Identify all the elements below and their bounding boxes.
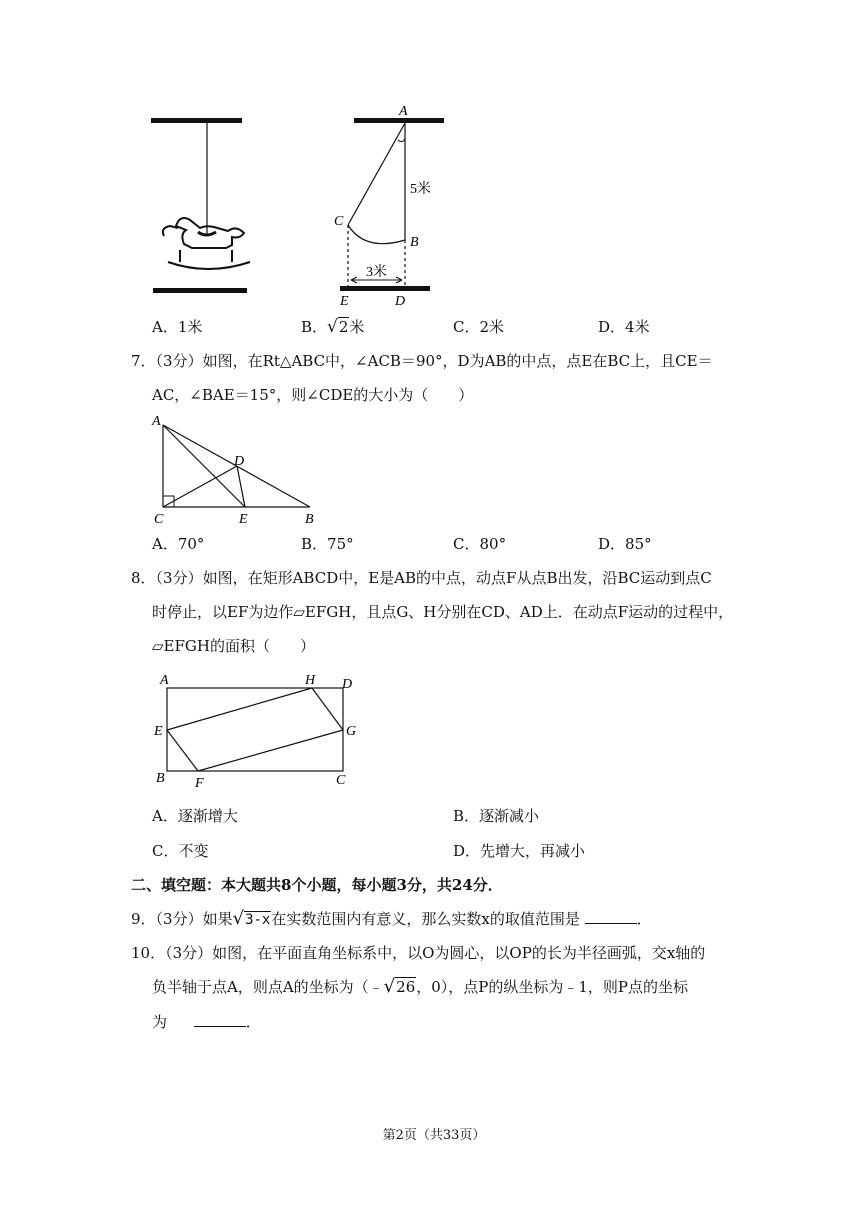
q6-length-5m: 5米 (410, 182, 431, 197)
q8-label-E: E (154, 724, 163, 739)
q6-label-C: C (334, 214, 344, 229)
q6-option-b-prefix: B． (301, 318, 328, 336)
section-2-title: 二、填空题：本大题共8个小题，每小题3分，共24分． (131, 876, 503, 894)
q7-stem-line1: 7．（3分）如图，在Rt△ABC中，∠ACB＝90°，D为AB的中点，点E在BC上，且CE＝ (131, 352, 713, 370)
q8-label-F: F (195, 776, 204, 791)
q10-stem-line1: 10．（3分）如图，在平面直角坐标系中，以O为圆心，以OP的长为半径画弧，交x轴的 (131, 944, 706, 962)
q7-stem-line2: AC，∠BAE＝15°，则∠CDE的大小为（ ） (152, 386, 474, 404)
q10-line2-suffix: ，0），点P的纵坐标为﹣1，则P点的坐标 (416, 978, 689, 996)
q10-line3-end: ． (245, 1013, 261, 1031)
q8-label-G: G (346, 724, 357, 739)
q10-stem-line3 (152, 1012, 261, 1032)
q8-label-D: D (342, 677, 353, 692)
q6-figure (140, 100, 460, 315)
q7-option-d: D．85° (598, 535, 652, 553)
q10-stem-line2 (152, 977, 688, 997)
q8-option-a: A．逐渐增大 (152, 807, 238, 825)
q9-answer-blank[interactable] (585, 909, 637, 924)
q7-label-D: D (234, 454, 245, 469)
q8-option-c: C．不变 (152, 842, 209, 860)
page-footer: 第2页（共33页） (382, 1128, 486, 1143)
q6-label-D: D (395, 294, 406, 309)
q6-label-E: E (340, 294, 349, 309)
q6-option-b (301, 317, 364, 337)
q7-option-c: C．80° (453, 535, 507, 553)
q6-length-3m: 3米 (366, 265, 387, 280)
q6-segment-AC (348, 123, 405, 225)
q9-suffix: 在实数范围内有意义，那么实数x的取值范围是 (271, 910, 580, 928)
q9-end: ． (636, 910, 652, 928)
q8-stem-line2: 时停止，以EF为边作▱EFGH，且点G、H分别在CD、AD上．在动点F运动的过程中， (152, 603, 734, 621)
q8-figure (150, 668, 365, 793)
q9-stem (131, 909, 652, 930)
q7-option-b: B．75° (301, 535, 354, 553)
q6-left-bottom-bar (153, 288, 247, 293)
q8-option-d: D．先增大，再减小 (453, 842, 586, 860)
q6-option-b-unit: 米 (349, 318, 365, 336)
q8-stem-line1: 8．（3分）如图，在矩形ABCD中，E是AB的中点，动点F从点B出发，沿BC运动到点C (131, 569, 712, 587)
q7-option-a: A．70° (152, 535, 205, 553)
q7-label-E: E (239, 512, 248, 527)
q8-option-b: B．逐渐减小 (453, 807, 540, 825)
q6-right-bottom-bar (340, 286, 430, 291)
q6-arc-CB (348, 225, 405, 244)
q10-answer-blank[interactable] (194, 1012, 246, 1027)
q9-radicand: 3-x (245, 912, 271, 928)
q8-label-H: H (305, 673, 316, 688)
q10-sqrt: √26 (383, 976, 416, 997)
q8-label-C: C (336, 773, 346, 788)
q6-option-b-sqrt: √2 (327, 317, 349, 337)
q8-label-B: B (156, 771, 165, 786)
q10-radicand: 26 (396, 978, 416, 996)
q6-option-b-radicand: 2 (338, 318, 349, 336)
q9-sqrt: √3-x (232, 908, 271, 929)
q8-label-A: A (160, 673, 169, 688)
q6-label-B: B (410, 235, 419, 250)
q6-label-A: A (399, 104, 408, 119)
q10-line2-prefix: 负半轴于点A，则点A的坐标为（﹣ (152, 978, 384, 996)
q7-figure (145, 410, 335, 532)
q6-left-top-bar (151, 118, 242, 123)
q6-option-c: C．2米 (453, 318, 505, 336)
q8-stem-line3: ▱EFGH的面积（ ） (152, 637, 315, 655)
q10-line3-prefix: 为 (152, 1013, 168, 1031)
q9-prefix: 9．（3分）如果 (131, 910, 233, 928)
q7-label-B: B (305, 512, 314, 527)
q7-label-C: C (154, 512, 164, 527)
q6-option-d: D．4米 (598, 318, 650, 336)
q7-label-A: A (152, 414, 161, 429)
rocking-horse-icon (163, 218, 250, 269)
q6-option-a: A．1米 (152, 318, 203, 336)
